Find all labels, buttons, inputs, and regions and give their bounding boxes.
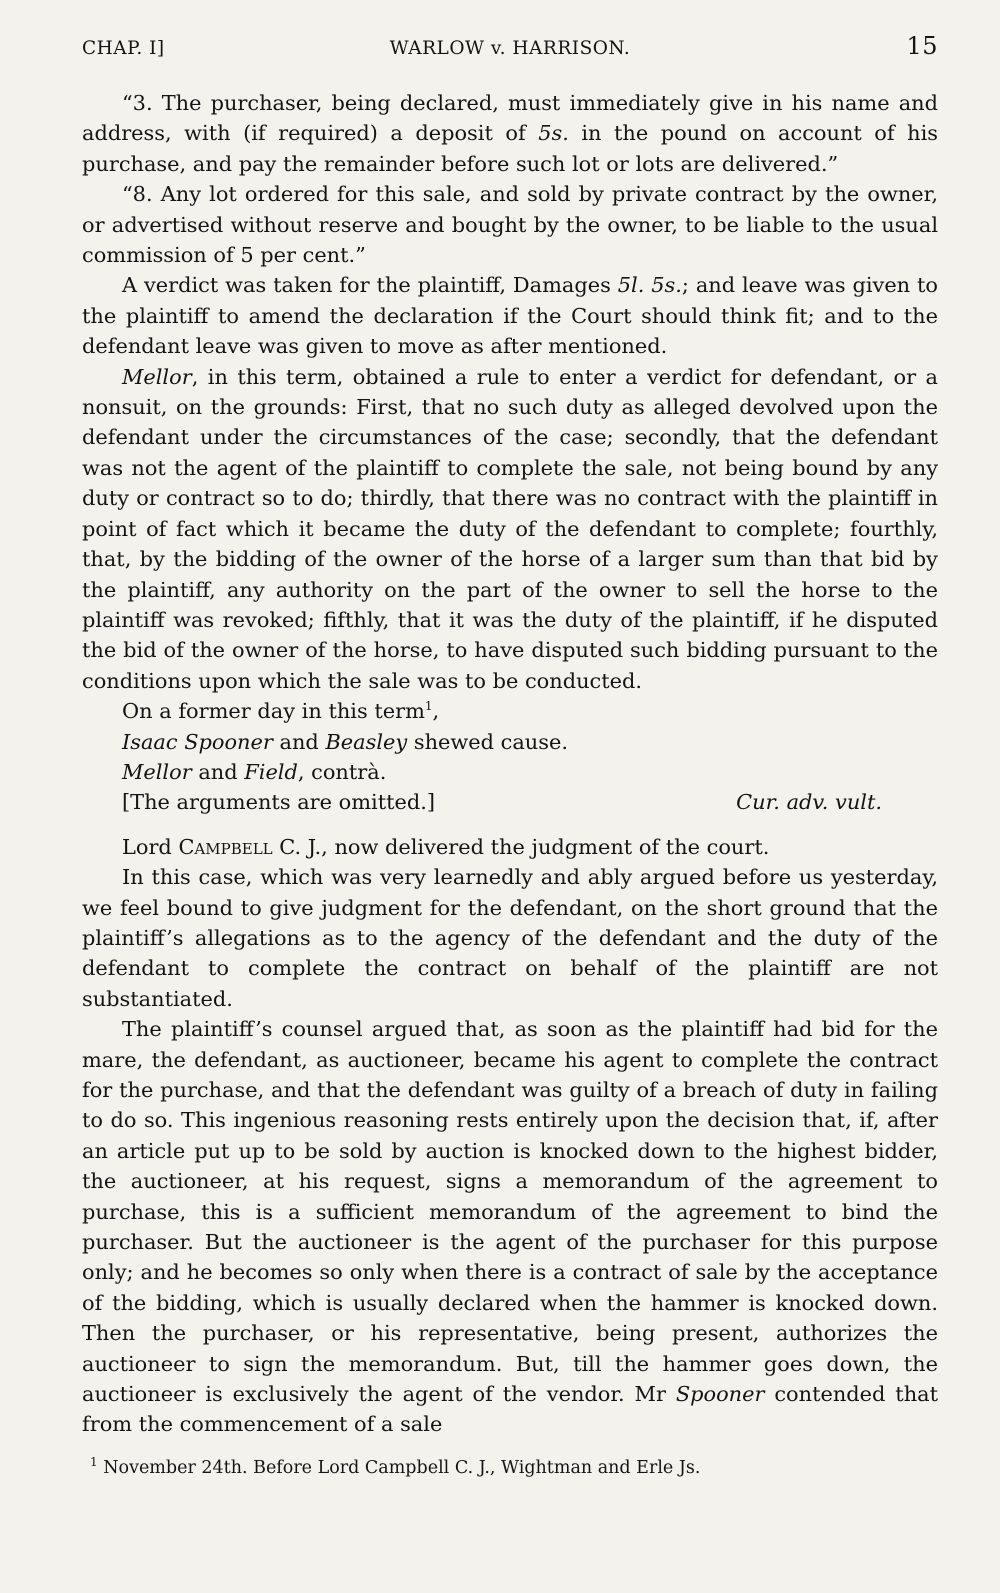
counsel-name: Field <box>244 759 298 784</box>
paragraph-judgment-intro <box>82 832 938 862</box>
counsel-name: Isaac Spooner <box>122 729 273 754</box>
page-number: 15 <box>906 32 938 60</box>
text-run: ; and leave was given to the plaintiff to amend the declaration if the Court should think fit; and to the defendant leave was given to move as after mentioned. <box>82 273 938 359</box>
text-run-italic: 5l. 5s. <box>617 273 682 298</box>
text-run: C. J., now delivered the judgment of the court. <box>272 834 770 859</box>
book-page <box>82 30 938 1440</box>
paragraph-contra <box>82 757 938 787</box>
text-run: shewed cause. <box>407 729 568 754</box>
footnote-marker: 1 <box>424 699 433 714</box>
text-run: “3. The purchaser, being declared, must immediately give in his name and address, with (if required) a deposit of <box>82 91 938 146</box>
text-run: and <box>191 759 245 784</box>
text-run: and <box>272 729 326 754</box>
cur-adv-vult: Cur. adv. vult. <box>736 790 882 815</box>
paragraph-verdict <box>82 270 938 361</box>
footnote-number: 1 <box>90 1455 98 1470</box>
arguments-omitted-row <box>82 787 938 817</box>
counsel-name: Spooner <box>675 1382 765 1407</box>
text-run: , <box>432 699 440 724</box>
text-run-italic: 5s. <box>538 121 569 146</box>
case-title: WARLOW v. HARRISON. <box>389 38 631 59</box>
running-header <box>82 30 938 70</box>
text-run: A verdict was taken for the plaintiff, Damages <box>122 273 618 298</box>
body-text <box>82 88 938 1440</box>
paragraph-condition-8: “8. Any lot ordered for this sale, and sold by private contract by the owner, or advertised without reserve and bought by the owner, to be liable to the usual commission of 5 per cent.” <box>82 182 938 268</box>
chapter-label: CHAP. I] <box>82 38 165 59</box>
arguments-omitted: [The arguments are omitted.] <box>122 790 436 815</box>
paragraph-former-day <box>82 696 938 726</box>
paragraph-condition-3 <box>82 88 938 179</box>
counsel-name: Mellor <box>122 364 192 389</box>
text-run: contended that from the commencement of a sale <box>82 1382 938 1437</box>
text-run: , in this term, obtained a rule to enter a verdict for defendant, or a nonsuit, on the grounds: First, that no such duty as alleged devolved upon the defendant under the circumstances of the case; secondly, that the defendant was not the agent of the plaintiff to complete the sale, not being bound by any duty or contract so to do; thirdly, that there was no contract with the plaintiff in point of fact which it became the duty of the defendant to complete; fourthly, that, by the bidding of the owner of the horse of a larger sum than that bid by the plaintiff, any authority on the part of the owner to sell the horse to the plaintiff was revoked; fifthly, that it was the duty of the plaintiff, if he disputed the bid of the owner of the horse, to have disputed such bidding pursuant to the conditions upon which the sale was to be conducted. <box>82 364 938 693</box>
paragraph-judgment-2 <box>82 1014 938 1440</box>
text-run: in the pound on account of his purchase, and pay the remainder before such lot or lots are delivered.” <box>82 121 938 176</box>
text-run: On a former day in this term <box>122 699 425 724</box>
counsel-name: Mellor <box>122 759 192 784</box>
paragraph-rule <box>82 362 938 696</box>
paragraph-judgment-1: In this case, which was very learnedly and ably argued before us yesterday, we feel bound to give judgment for the defendant, on the short ground that the plaintiff’s allegations as to the agency of the defendant and the duty of the defendant to complete the contract on behalf of the plaintiff are not substantiated. <box>82 865 938 1011</box>
paragraph-shewed-cause <box>82 727 938 757</box>
judge-name: Campbell <box>178 834 273 859</box>
footnote <box>90 1455 701 1478</box>
footnote-text: November 24th. Before Lord Campbell C. J., Wightman and Erle Js. <box>103 1458 701 1478</box>
text-run: The plaintiff’s counsel argued that, as soon as the plaintiff had bid for the mare, the defendant, as auctioneer, became his agent to complete the contract for the purchase, and that the defendant was guilty of a breach of duty in failing to do so. This ingenious reasoning rests entirely upon the decision that, if, after an article put up to be sold by auction is knocked down to the highest bidder, the auctioneer, at his request, signs a memorandum of the agreement to purchase, this is a sufficient memorandum of the agreement to bind the purchaser. But the auctioneer is the agent of the purchaser for this purpose only; and he becomes so only when there is a contract of sale by the acceptance of the bidding, which is usually declared when the hammer is knocked down. Then the purchaser, or his representative, being present, authorizes the auctioneer to sign the memorandum. But, till the hammer goes down, the auctioneer is exclusively the agent of the vendor. Mr <box>82 1017 938 1407</box>
text-run: , contrà. <box>297 759 387 784</box>
spacer <box>82 818 938 832</box>
counsel-name: Beasley <box>325 729 408 754</box>
text-run: Lord <box>122 834 179 859</box>
